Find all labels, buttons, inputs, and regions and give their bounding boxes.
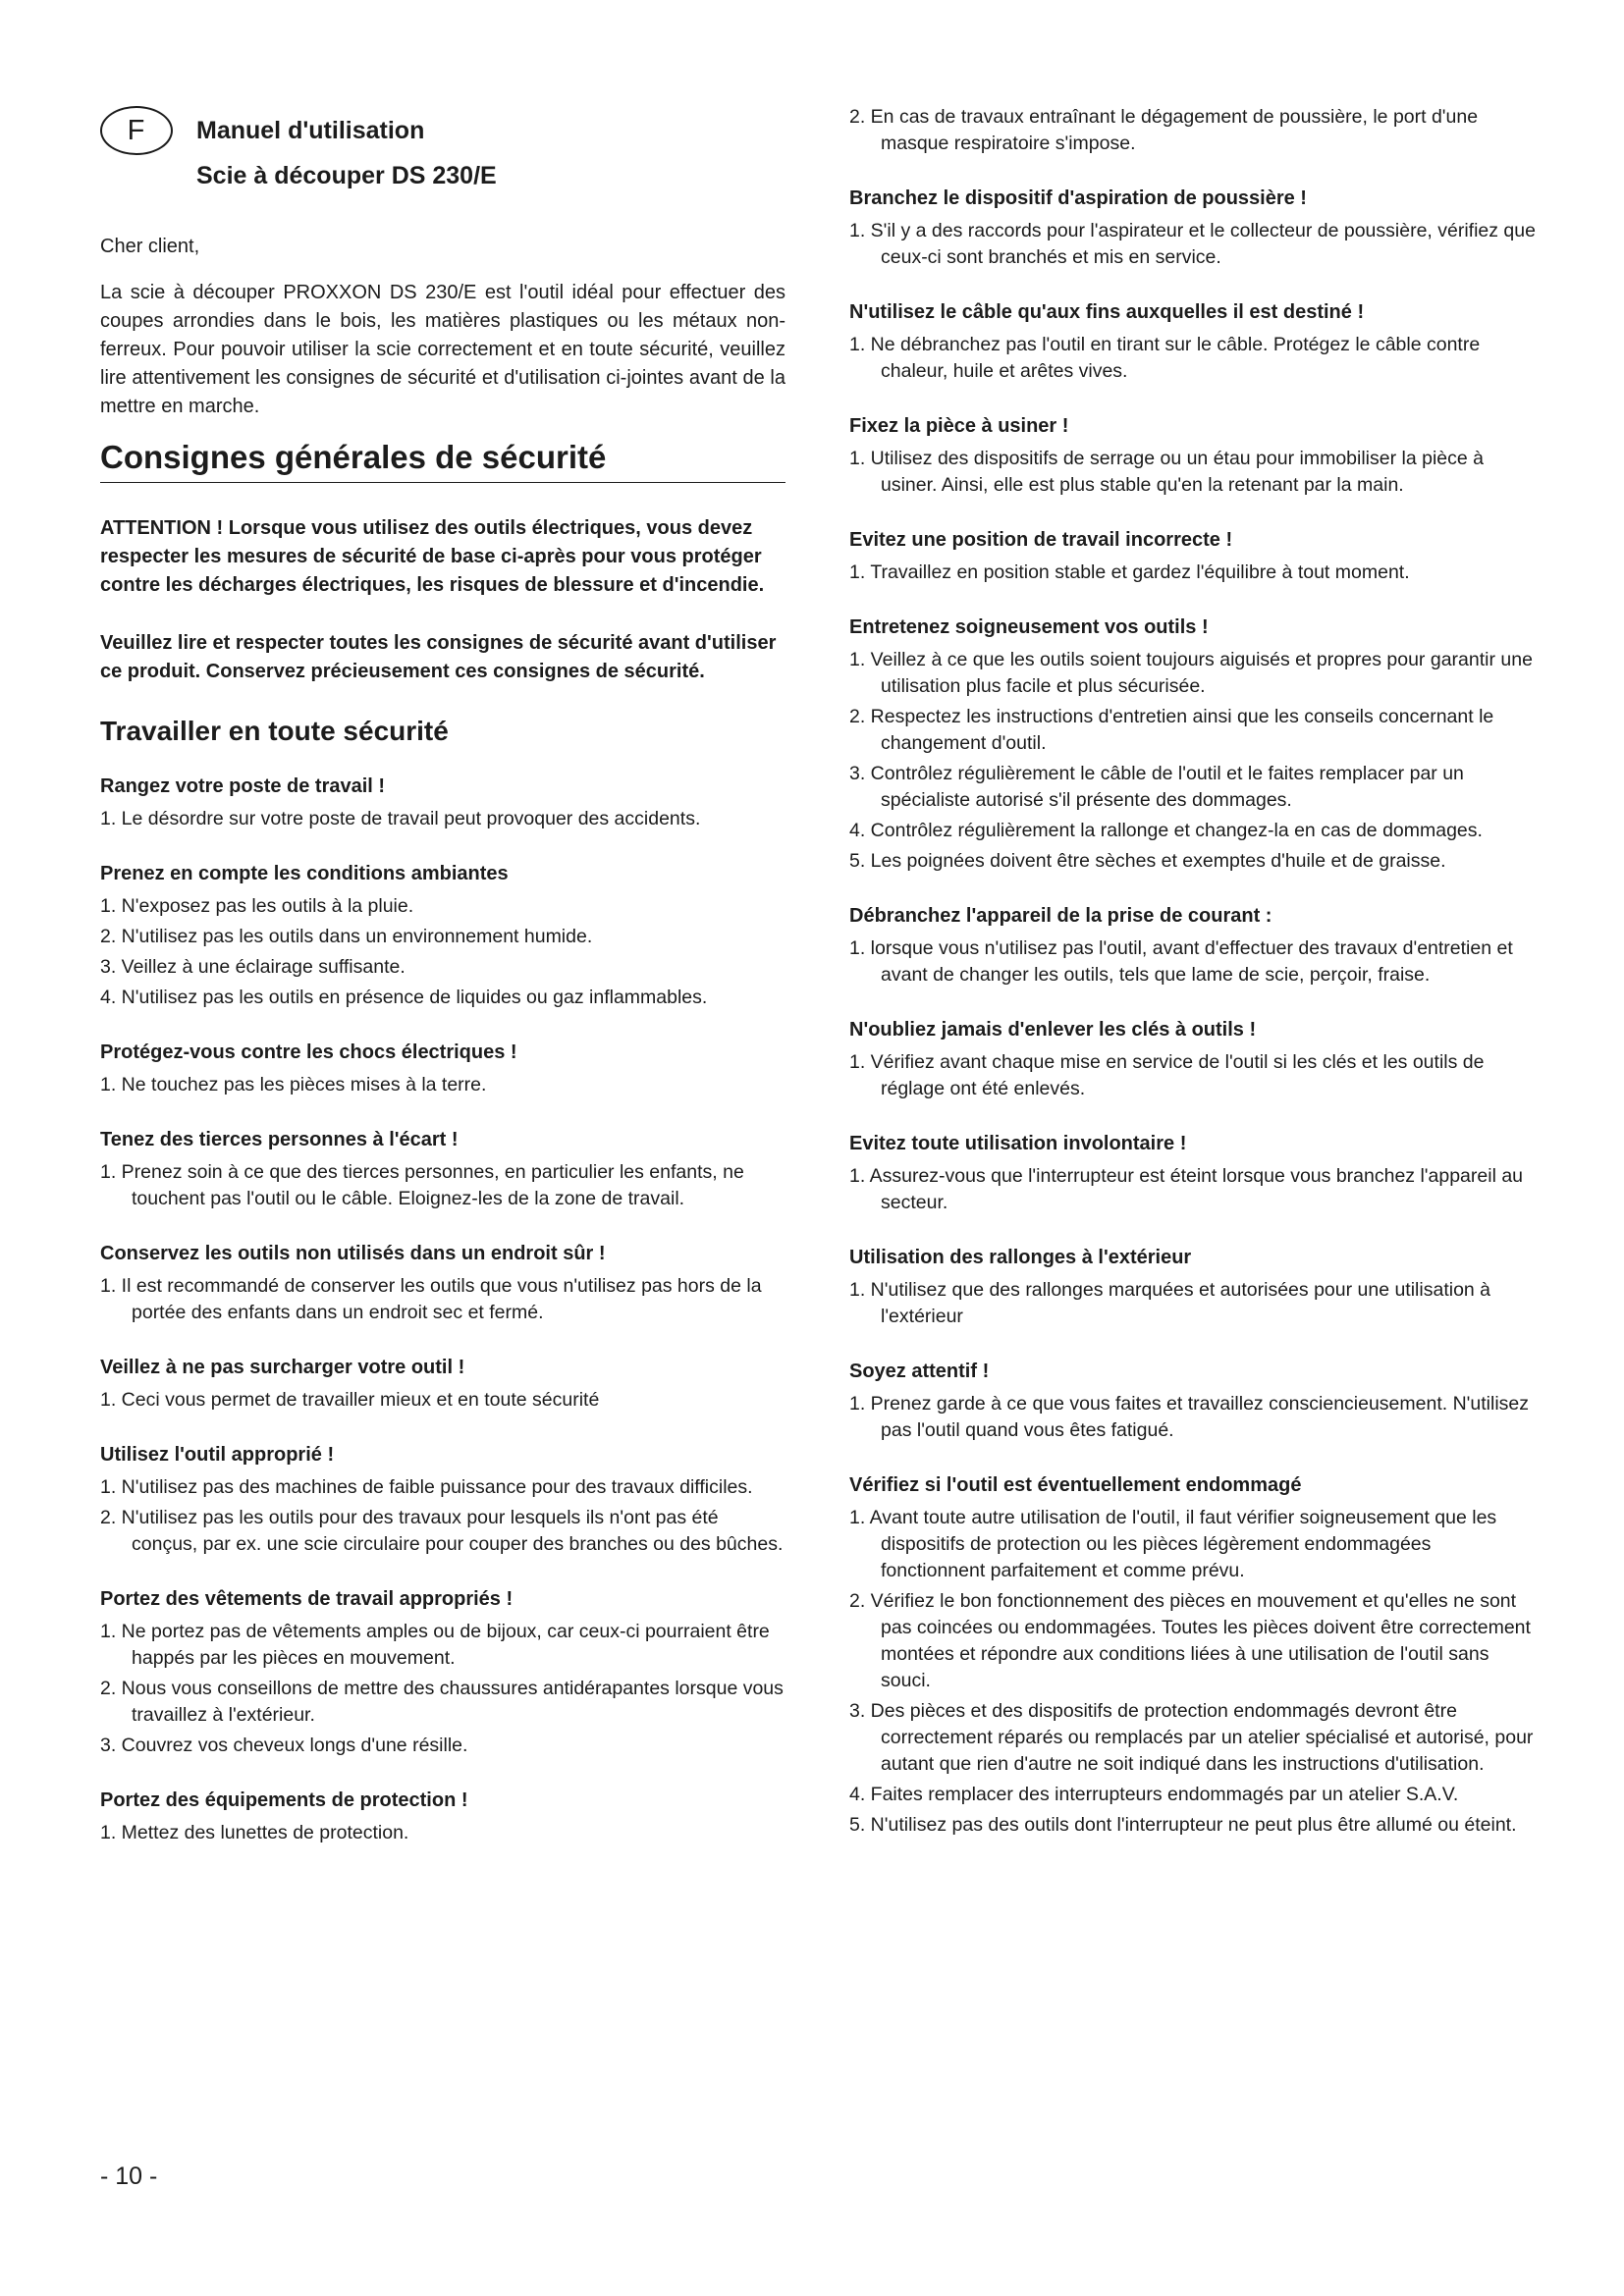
safety-section [849, 1016, 1537, 1102]
left-column [100, 98, 785, 1874]
safety-section [100, 1441, 785, 1558]
intro-paragraph: La scie à découper PROXXON DS 230/E est l'outil idéal pour effectuer des coupes arrondies dans le bois, les matières plastiques ou les métaux non-ferreux. Pour pouvoir utiliser la scie correctement et en toute sécurité, veuillez lire attentivement les consignes de sécurité et d'utilisation ci-jointes avant de la mettre en marche. [100, 282, 785, 417]
safety-section [100, 1039, 785, 1098]
safety-section [849, 1130, 1537, 1216]
safety-section [849, 614, 1537, 875]
safety-section-title: Utilisez l'outil approprié ! [100, 1444, 335, 1466]
safety-instruction: 3. Contrôlez régulièrement le câble de l'outil et le faites remplacer par un spécialiste autorisé s'il présente des dommages. [849, 763, 1464, 811]
safety-instruction: 3. Des pièces et des dispositifs de protection endommagés devront être correctement réparés ou remplacés par un atelier spécialisé et autorisé, pour autant que rien d'autre ne soit indiqué dans les instructions d'utilisation. [849, 1700, 1534, 1775]
safety-instruction-list [849, 1163, 1537, 1216]
safety-instruction: 1. Prenez garde à ce que vous faites et travaillez consciencieusement. N'utilisez pas l'outil quand vous êtes fatigué. [849, 1393, 1530, 1441]
safety-section-title: Conservez les outils non utilisés dans un endroit sûr ! [100, 1243, 606, 1264]
safety-section [849, 1471, 1537, 1839]
safety-section-title: Evitez toute utilisation involontaire ! [849, 1133, 1187, 1154]
safety-instruction: 1. Le désordre sur votre poste de travail peut provoquer des accidents. [100, 808, 701, 829]
safety-instruction: 1. Il est recommandé de conserver les outils que vous n'utilisez pas hors de la portée des enfants dans un endroit sec et fermé. [100, 1275, 762, 1323]
safety-instruction: 5. Les poignées doivent être sèches et exemptes d'huile et de graisse. [849, 850, 1446, 872]
safety-instruction: 1. Ne touchez pas les pièces mises à la terre. [100, 1074, 487, 1095]
safety-instruction: 1. Utilisez des dispositifs de serrage ou un étau pour immobiliser la pièce à usiner. Ainsi, elle est plus stable qu'en la retenant par la main. [849, 448, 1484, 496]
safety-instruction: 1. lorsque vous n'utilisez pas l'outil, avant d'effectuer des travaux d'entretien et avant de changer les outils, tels que lame de scie, perçoir, fraise. [849, 937, 1513, 986]
safety-instruction: 3. Couvrez vos cheveux longs d'une résille. [100, 1735, 468, 1756]
safety-instruction: 2. Nous vous conseillons de mettre des chaussures antidérapantes lorsque vous travaillez à l'extérieur. [100, 1678, 784, 1726]
safety-instruction: 1. N'exposez pas les outils à la pluie. [100, 895, 414, 917]
safety-section [100, 860, 785, 1011]
safety-section [849, 1244, 1537, 1330]
document-title: Manuel d'utilisation [196, 117, 425, 144]
warning-attention: ATTENTION ! Lorsque vous utilisez des outils électriques, vous devez respecter les mesures de sécurité de base ci-après pour vous protéger contre les décharges électriques, les risques de blessure et d'incendie. [100, 517, 765, 596]
right-section-list [849, 185, 1537, 1839]
safety-instruction: 1. Assurez-vous que l'interrupteur est éteint lorsque vous branchez l'appareil au secteur. [849, 1165, 1524, 1213]
safety-instruction-list [100, 1072, 785, 1098]
safety-section [849, 1358, 1537, 1444]
safety-section-title: Débranchez l'appareil de la prise de courant : [849, 905, 1272, 927]
safety-instruction-list [849, 935, 1537, 988]
safety-instruction-list [849, 647, 1537, 875]
safety-instruction-list [849, 218, 1537, 271]
safety-instruction: 1. N'utilisez que des rallonges marquées et autorisées pour une utilisation à l'extérieur [849, 1279, 1491, 1327]
safety-instruction: 1. Vérifiez avant chaque mise en service de l'outil si les clés et les outils de réglage ont été enlevés. [849, 1051, 1485, 1099]
safety-section-title: Vérifiez si l'outil est éventuellement endommagé [849, 1474, 1302, 1496]
safety-section-title: Utilisation des rallonges à l'extérieur [849, 1247, 1192, 1268]
safety-instruction-list [100, 1474, 785, 1558]
safety-section-title: Soyez attentif ! [849, 1361, 990, 1382]
safety-instruction-list [849, 560, 1537, 586]
right-column [849, 104, 1537, 1866]
safety-instruction: 1. Ceci vous permet de travailler mieux et en toute sécurité [100, 1389, 600, 1411]
safety-section [100, 1240, 785, 1326]
safety-section [849, 526, 1537, 586]
safety-section-title: Tenez des tierces personnes à l'écart ! [100, 1129, 459, 1150]
safety-instruction-list [849, 1277, 1537, 1330]
safety-section-title: Rangez votre poste de travail ! [100, 775, 386, 797]
safety-section-title: Branchez le dispositif d'aspiration de poussière ! [849, 187, 1307, 209]
page-number: - 10 - [100, 2163, 158, 2190]
safety-instruction: 1. Prenez soin à ce que des tierces personnes, en particulier les enfants, ne touchent pas l'outil ou le câble. Eloignez-les de la zone de travail. [100, 1161, 744, 1209]
safety-instruction-list [849, 1391, 1537, 1444]
safety-section [100, 1787, 785, 1846]
safety-section [100, 773, 785, 832]
safety-instruction-list [100, 1387, 785, 1414]
safety-instruction: 4. Contrôlez régulièrement la rallonge et changez-la en cas de dommages. [849, 820, 1483, 841]
safety-section [100, 1354, 785, 1414]
general-safety-heading: Consignes générales de sécurité [100, 439, 785, 483]
safety-instruction: 4. N'utilisez pas les outils en présence de liquides ou gaz inflammables. [100, 987, 708, 1008]
language-badge: F [100, 106, 173, 155]
safety-section-title: Prenez en compte les conditions ambiantes [100, 863, 509, 884]
safety-instruction: 1. Ne portez pas de vêtements amples ou de bijoux, car ceux-ci pourraient être happés par les pièces en mouvement. [100, 1621, 770, 1669]
safety-instruction: 4. Faites remplacer des interrupteurs endommagés par un atelier S.A.V. [849, 1784, 1459, 1805]
safety-instruction: 1. S'il y a des raccords pour l'aspirateur et le collecteur de poussière, vérifiez que ceux-ci sont branchés et mis en service. [849, 220, 1536, 268]
greeting: Cher client, [100, 236, 200, 257]
safety-section-title: Fixez la pièce à usiner ! [849, 415, 1069, 437]
warning-read-instructions: Veuillez lire et respecter toutes les consignes de sécurité avant d'utiliser ce produit. Conservez précieusement ces consignes de sécurité. [100, 632, 777, 682]
safety-instruction: 2. N'utilisez pas les outils pour des travaux pour lesquels ils n'ont pas été conçus, par ex. une scie circulaire pour couper des branches ou des bûches. [100, 1507, 784, 1555]
safety-section [849, 412, 1537, 499]
safety-instruction: 2. En cas de travaux entraînant le dégagement de poussière, le port d'une masque respiratoire s'impose. [849, 106, 1479, 154]
safety-section-title: Protégez-vous contre les chocs électriques ! [100, 1041, 517, 1063]
safety-instruction: 2. Vérifiez le bon fonctionnement des pièces en mouvement et qu'elles ne sont pas coincées ou endommagées. Toutes les pièces doivent être correctement montées et répondre aux conditions liées à une utilisation de l'outil sans souci. [849, 1590, 1531, 1691]
safety-section [849, 185, 1537, 271]
safety-section-title: Evitez une position de travail incorrecte ! [849, 529, 1233, 551]
document-subtitle: Scie à découper DS 230/E [196, 162, 497, 189]
safety-instruction: 5. N'utilisez pas des outils dont l'interrupteur ne peut plus être allumé ou éteint. [849, 1814, 1517, 1836]
safety-section [849, 902, 1537, 988]
safety-section-title: N'oubliez jamais d'enlever les clés à outils ! [849, 1019, 1257, 1041]
safety-section-title: Entretenez soigneusement vos outils ! [849, 616, 1209, 638]
safety-instruction: 2. Respectez les instructions d'entretien ainsi que les conseils concernant le changement d'outil. [849, 706, 1494, 754]
safety-instruction-list [849, 332, 1537, 385]
document-header [100, 98, 785, 201]
safety-instruction-list [100, 1619, 785, 1759]
safety-section [100, 1585, 785, 1759]
continued-list [849, 104, 1537, 157]
safety-section-title: N'utilisez le câble qu'aux fins auxquelles il est destiné ! [849, 301, 1365, 323]
safety-instruction: 2. N'utilisez pas les outils dans un environnement humide. [100, 926, 593, 947]
safety-instruction-list [100, 893, 785, 1011]
safety-instruction-list [100, 1273, 785, 1326]
safety-section-title: Veillez à ne pas surcharger votre outil ! [100, 1357, 465, 1378]
safety-instruction: 1. Avant toute autre utilisation de l'outil, il faut vérifier soigneusement que les dispositifs de protection ou les pièces légèrement endommagées fonctionnent parfaitement et comme prévu. [849, 1507, 1497, 1581]
safety-instruction: 1. Travaillez en position stable et gardez l'équilibre à tout moment. [849, 561, 1410, 583]
safety-instruction: 1. Veillez à ce que les outils soient toujours aiguisés et propres pour garantir une utilisation plus facile et plus sécurisée. [849, 649, 1533, 697]
safety-instruction-list [100, 1820, 785, 1846]
safety-section-title: Portez des équipements de protection ! [100, 1789, 468, 1811]
safety-instruction: 1. N'utilisez pas des machines de faible puissance pour des travaux difficiles. [100, 1476, 753, 1498]
safety-instruction-list [849, 1505, 1537, 1839]
safety-instruction-list [849, 1049, 1537, 1102]
continued-section [849, 104, 1537, 157]
safety-instruction: 3. Veillez à une éclairage suffisante. [100, 956, 406, 978]
safety-instruction-list [100, 806, 785, 832]
safety-instruction: 1. Mettez des lunettes de protection. [100, 1822, 409, 1843]
safe-work-heading: Travailler en toute sécurité [100, 716, 449, 746]
header-titles [196, 108, 497, 198]
safety-section [100, 1126, 785, 1212]
safety-instruction: 1. Ne débranchez pas l'outil en tirant sur le câble. Protégez le câble contre chaleur, huile et arêtes vives. [849, 334, 1481, 382]
safety-instruction-list [849, 446, 1537, 499]
safety-section-title: Portez des vêtements de travail appropriés ! [100, 1588, 514, 1610]
left-section-list [100, 773, 785, 1846]
safety-section [849, 298, 1537, 385]
safety-instruction-list [100, 1159, 785, 1212]
